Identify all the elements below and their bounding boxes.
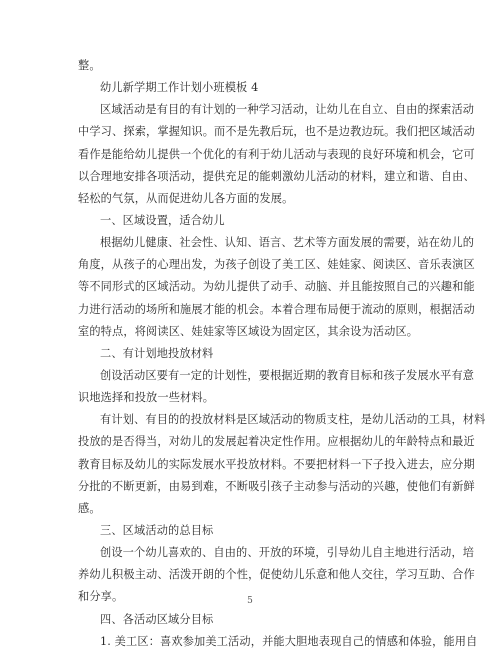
paragraph-line: 看作是能给幼儿提供一个优化的有利于幼儿活动与表现的良好环境和机会，它可 <box>78 147 475 161</box>
paragraph-line: 等不同形式的区域活动。为幼儿提供了动手、动脑、并且能按照自己的兴趣和能 <box>78 280 475 294</box>
paragraph-line: 角度，从孩子的心理出发，为孩子创设了美工区、娃娃家、阅读区、音乐表演区 <box>78 258 475 272</box>
paragraph-line: 中学习、探索，掌握知识。而不是先教后玩，也不是边教边玩。我们把区域活动 <box>78 125 475 139</box>
paragraph-line: 轻松的气氛，从而促进幼儿各方面的发展。 <box>78 191 294 205</box>
section-heading: 三、区域活动的总目标 <box>100 523 214 537</box>
document-body <box>78 55 486 653</box>
paragraph-line: 投放的是否得当，对幼儿的发展起着决定性作用。应根据幼儿的年龄特点和最近 <box>78 435 475 449</box>
paragraph-line: 教育目标及幼儿的实际发展水平投放材料。不要把材料一下子投入进去，应分期 <box>78 457 475 471</box>
text-line: 整。 <box>78 59 101 72</box>
section-heading: 四、各活动区域分目标 <box>100 612 214 626</box>
page-number: 5 <box>247 596 253 606</box>
paragraph-line: 识地选择和投放一些材料。 <box>78 391 215 405</box>
paragraph-line: 有计划、有目的的投放材料是区域活动的物质支柱，是幼儿活动的工具，材料 <box>100 413 486 427</box>
paragraph-line: 以合理地安排各项活动，提供充足的能刺激幼儿活动的材料，建立和谐、自由、 <box>78 169 475 183</box>
paragraph-line: 创设活动区要有一定的计划性，要根据近期的教育目标和孩子发展水平有意 <box>100 368 475 382</box>
paragraph-line: 感。 <box>78 501 101 515</box>
paragraph-line: 和分享。 <box>78 590 124 604</box>
paragraph-line: 根据幼儿健康、社会性、认知、语言、艺术等方面发展的需要，站在幼儿的 <box>100 236 475 250</box>
paragraph-line: 室的特点，将阅读区、娃娃家等区域设为固定区，其余设为活动区。 <box>78 324 419 338</box>
paragraph-line: 养幼儿积极主动、活泼开朗的个性，促使幼儿乐意和他人交往，学习互助、合作 <box>78 568 475 582</box>
paragraph-line: 分批的不断更新，由易到难，不断吸引孩子主动参与活动的兴趣，使他们有新鲜 <box>78 479 475 493</box>
paragraph-line: 力进行活动的场所和施展才能的机会。本着合理布局便于流动的原则，根据活动 <box>78 302 475 316</box>
list-item: 1. 美工区：喜欢参加美工活动，并能大胆地表现自己的情感和体验，能用自 <box>100 634 478 648</box>
paragraph-line: 创设一个幼儿喜欢的、自由的、开放的环境，引导幼儿自主地进行活动，培 <box>100 546 475 560</box>
section-heading: 二、有计划地投放材料 <box>100 346 214 360</box>
section-heading: 一、区域设置，适合幼儿 <box>100 213 225 227</box>
section-title: 幼儿新学期工作计划小班模板 4 <box>100 81 259 95</box>
paragraph-line: 区域活动是有目的有计划的一种学习活动，让幼儿在自立、自由的探索活动 <box>100 103 475 117</box>
